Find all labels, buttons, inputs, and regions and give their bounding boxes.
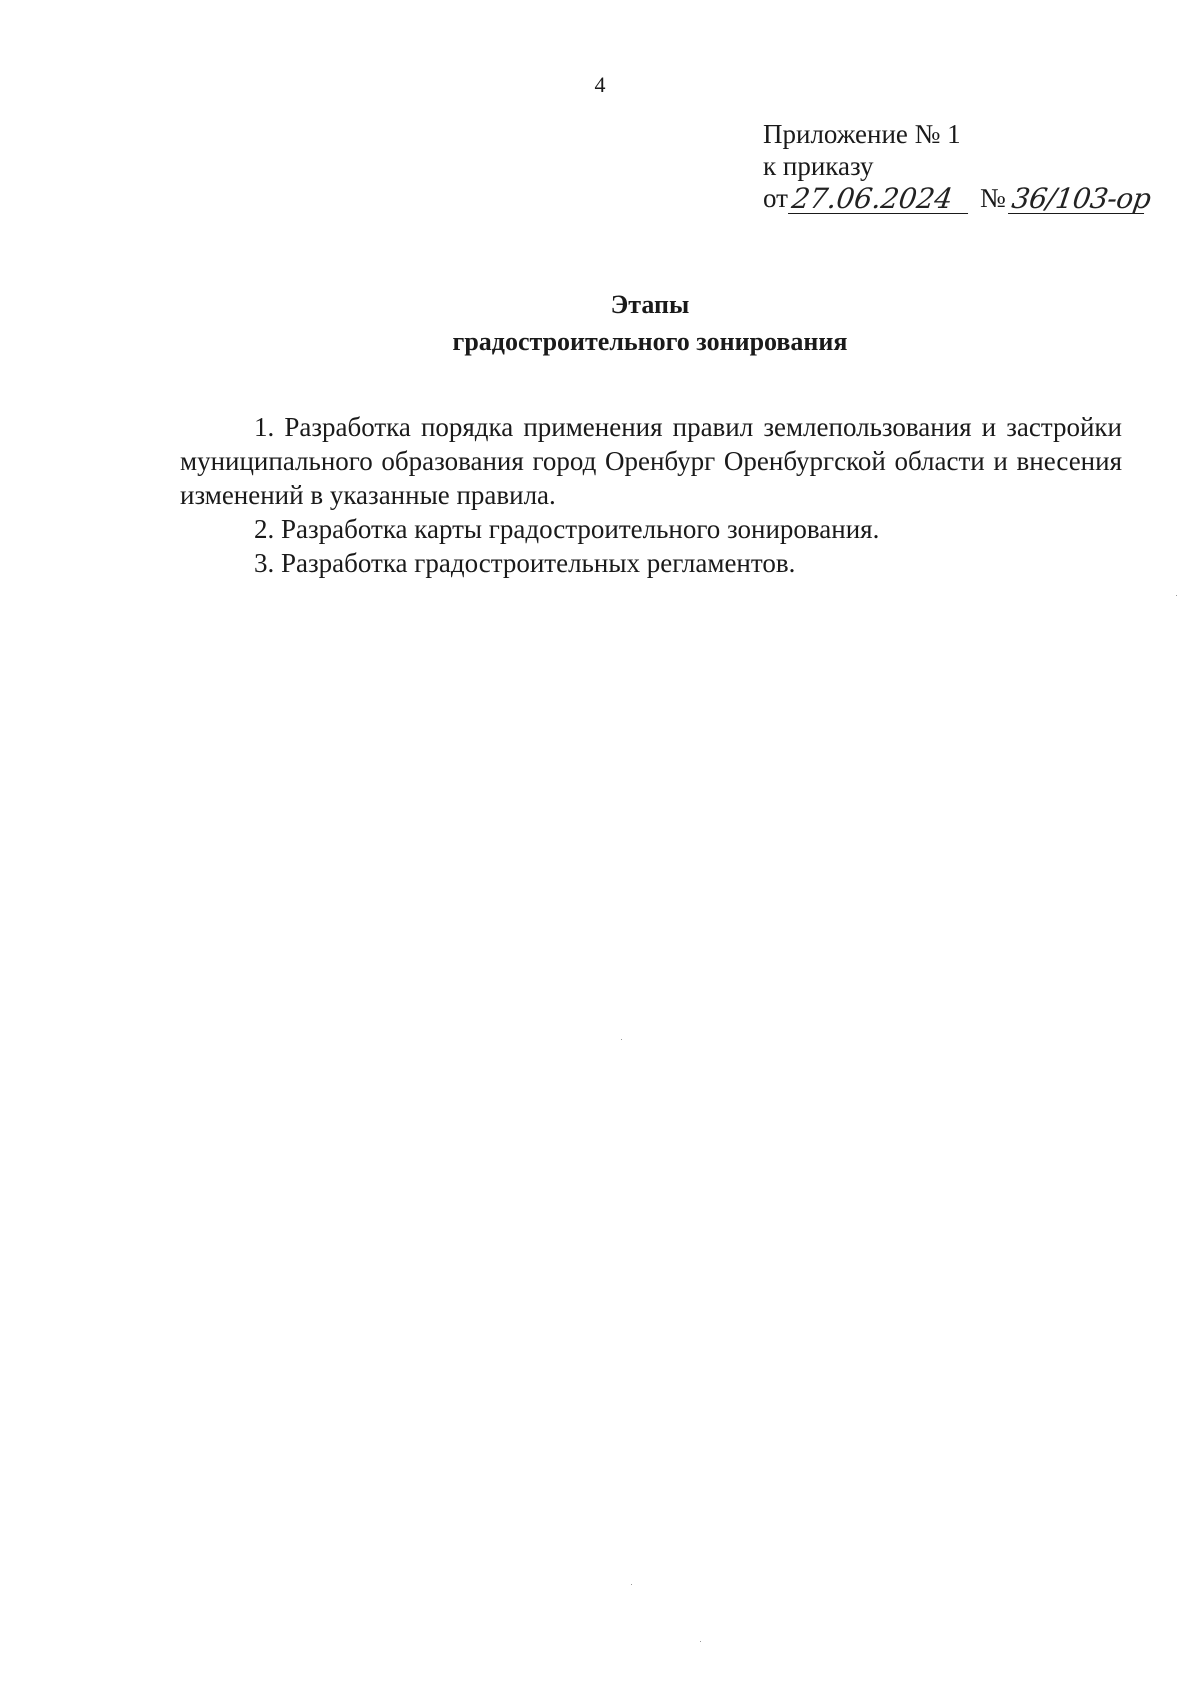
scan-speck	[1176, 595, 1177, 596]
appendix-order-ref: к приказу	[763, 151, 874, 181]
page-number: 4	[594, 72, 606, 97]
stage-item-2: 2. Разработка карты градостроительного зонирования.	[254, 514, 880, 544]
order-number-handwritten: 36/103-ор	[1009, 182, 1153, 215]
document-title	[0, 286, 1200, 360]
title-line-2: градостроительного зонирования	[452, 327, 848, 356]
appendix-title: Приложение № 1	[763, 119, 961, 149]
order-details	[763, 182, 1153, 215]
scan-speck	[631, 1584, 632, 1585]
order-from-label: от	[763, 183, 788, 213]
stage-item-3: 3. Разработка градостроительных регламентов.	[254, 548, 796, 578]
stage-item-1: 1. Разработка порядка применения правил землепользования и застройки муниципального образования город Оренбург Оренбургской области и внесения изменений в указанные правила.	[180, 412, 1122, 510]
title-line-1: Этапы	[610, 290, 690, 319]
scan-speck	[700, 1641, 701, 1642]
order-date-handwritten: 27.06.2024	[788, 185, 972, 214]
scan-speck	[621, 1039, 622, 1040]
appendix-block	[763, 118, 1153, 215]
stages-list	[180, 410, 1122, 580]
order-number-label: №	[979, 183, 1006, 213]
